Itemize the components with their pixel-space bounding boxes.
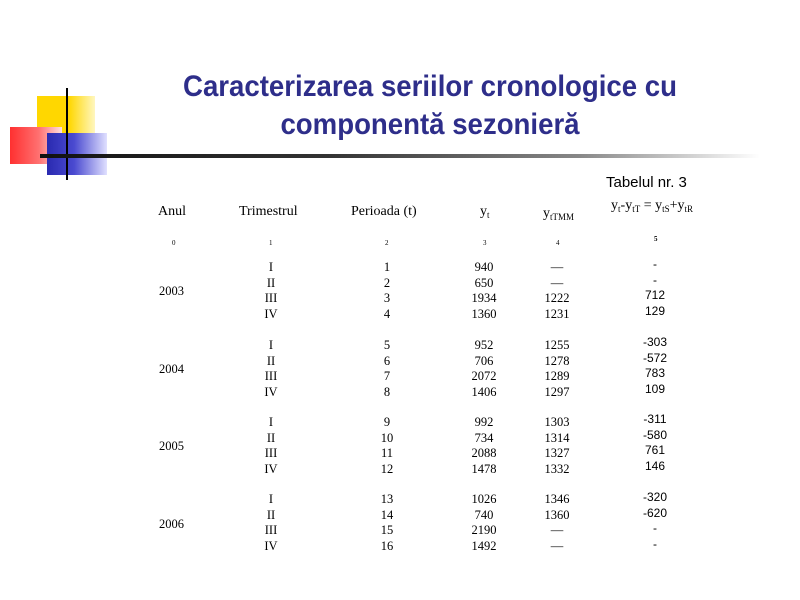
quarters-column	[251, 338, 291, 401]
quarter-cell: IV	[264, 462, 278, 477]
formula-s2: tT	[632, 204, 641, 214]
formula-s4: tR	[684, 204, 694, 214]
diff-cell: -311	[643, 412, 667, 426]
ytmm-cell: 1360	[544, 507, 570, 522]
page-title	[163, 68, 697, 144]
ytmm-column	[532, 260, 582, 323]
quarters-column	[251, 492, 291, 555]
period-cell: 11	[380, 446, 394, 461]
ytmm-column	[532, 492, 582, 555]
period-cell: 14	[380, 507, 394, 522]
period-cell: 12	[380, 462, 394, 477]
period-cell: 6	[383, 353, 391, 368]
year-label: 2006	[159, 517, 184, 531]
ytmm-cell: —	[550, 539, 564, 554]
ytmm-column	[532, 338, 582, 401]
ytmm-cell: 1289	[544, 369, 570, 384]
formula-y1: y	[611, 198, 618, 213]
yt-cell: 1026	[471, 492, 497, 506]
formula-dash: -	[620, 198, 626, 213]
diff-column	[630, 257, 680, 320]
ytmm-cell: 1297	[544, 385, 570, 400]
ytmm-cell: 1327	[544, 446, 570, 461]
table-label: Tabelul nr. 3	[606, 174, 687, 191]
yt-cell: 650	[474, 275, 494, 290]
diff-cell: 109	[644, 382, 666, 397]
period-cell: 7	[383, 369, 391, 384]
title-underline	[40, 154, 760, 158]
formula-y4: y	[677, 198, 685, 213]
formula-s1: t	[618, 204, 621, 214]
yt-cell: 1406	[471, 385, 497, 400]
ytmm-column	[532, 415, 582, 478]
diff-cell: -303	[642, 335, 668, 349]
period-cell: 1	[383, 260, 391, 274]
diff-column	[630, 490, 680, 553]
ytmm-cell: —	[550, 523, 564, 538]
header-trimestrul: Trimestrul	[239, 204, 298, 219]
diff-cell: -620	[642, 505, 668, 520]
period-cell: 4	[383, 307, 391, 322]
quarter-cell: I	[268, 260, 274, 274]
period-cell: 10	[380, 430, 394, 445]
periods-column	[367, 492, 407, 555]
quarter-cell: III	[264, 446, 278, 461]
diff-cell: -320	[642, 490, 668, 504]
col-number-1: 1	[269, 239, 273, 247]
yt-cell: 1934	[471, 291, 497, 306]
header-yt	[480, 204, 490, 220]
periods-column	[367, 260, 407, 323]
diff-column	[630, 335, 680, 398]
header-yt-main: y	[480, 204, 487, 219]
periods-column	[367, 338, 407, 401]
header-anul: Anul	[158, 204, 186, 219]
quarter-cell: II	[266, 353, 276, 368]
diff-cell: 129	[644, 304, 666, 319]
formula-y2: y	[625, 198, 633, 213]
ytmm-cell: 1255	[544, 338, 570, 352]
yt-column	[459, 260, 509, 323]
diff-cell: -	[653, 272, 657, 287]
decor-vertical-line	[66, 88, 68, 180]
yt-cell: 992	[474, 415, 494, 429]
period-cell: 3	[383, 291, 391, 306]
quarter-cell: IV	[264, 385, 278, 400]
ytmm-cell: 1278	[544, 353, 570, 368]
formula-plus: +	[669, 198, 678, 213]
col-number-2: 2	[385, 239, 389, 247]
quarter-cell: III	[264, 523, 278, 538]
title-line-1: Caracterizarea seriilor cronologice cu	[183, 70, 677, 103]
year-label: 2005	[159, 439, 184, 453]
quarters-column	[251, 415, 291, 478]
formula-y3: y	[655, 198, 663, 213]
period-cell: 2	[383, 275, 391, 290]
quarter-cell: II	[266, 430, 276, 445]
period-cell: 5	[383, 338, 391, 352]
quarter-cell: I	[268, 415, 274, 429]
col-number-4: 4	[556, 239, 560, 247]
yt-cell: 1492	[471, 539, 497, 554]
yt-cell: 734	[474, 430, 494, 445]
ytmm-cell: 1346	[544, 492, 570, 506]
header-formula	[611, 198, 693, 214]
diff-cell: -580	[642, 427, 668, 442]
periods-column	[367, 415, 407, 478]
year-label: 2003	[159, 284, 184, 298]
header-perioada: Perioada (t)	[351, 204, 417, 219]
yt-column	[459, 338, 509, 401]
diff-cell: 783	[644, 366, 666, 381]
title-line-2: componentă sezonieră	[280, 108, 580, 141]
diff-cell: 146	[644, 459, 666, 474]
formula-s3: tS	[662, 204, 670, 214]
yt-cell: 740	[474, 507, 494, 522]
header-yt-sub: t	[487, 210, 490, 220]
yt-cell: 2072	[471, 369, 497, 384]
yt-cell: 2190	[471, 523, 497, 538]
diff-cell: -	[653, 537, 657, 552]
yt-cell: 940	[474, 260, 494, 274]
diff-cell: 761	[644, 443, 666, 458]
yt-column	[459, 415, 509, 478]
quarter-cell: I	[268, 338, 274, 352]
quarter-cell: II	[266, 507, 276, 522]
quarter-cell: I	[268, 492, 274, 506]
year-label: 2004	[159, 362, 184, 376]
diff-cell: -	[653, 257, 657, 271]
period-cell: 9	[383, 415, 391, 429]
header-ytmm	[543, 206, 574, 222]
ytmm-cell: 1231	[544, 307, 570, 322]
period-cell: 15	[380, 523, 394, 538]
col-number-3: 3	[483, 239, 487, 247]
quarter-cell: II	[266, 275, 276, 290]
yt-cell: 952	[474, 338, 494, 352]
quarter-cell: IV	[264, 539, 278, 554]
yt-column	[459, 492, 509, 555]
diff-cell: -572	[642, 350, 668, 365]
ytmm-cell: —	[550, 275, 564, 290]
col-number-0: 0	[172, 239, 176, 247]
col-number-5: 5	[654, 235, 658, 243]
quarter-cell: IV	[264, 307, 278, 322]
yt-cell: 2088	[471, 446, 497, 461]
header-ytmm-sub: tTMM	[550, 212, 575, 222]
formula-eq: =	[640, 198, 656, 213]
ytmm-cell: 1222	[544, 291, 570, 306]
yt-cell: 1360	[471, 307, 497, 322]
yt-cell: 1478	[471, 462, 497, 477]
period-cell: 8	[383, 385, 391, 400]
ytmm-cell: 1314	[544, 430, 570, 445]
diff-cell: -	[653, 521, 657, 536]
period-cell: 16	[380, 539, 394, 554]
quarters-column	[251, 260, 291, 323]
ytmm-cell: —	[550, 260, 564, 274]
ytmm-cell: 1303	[544, 415, 570, 429]
yt-cell: 706	[474, 353, 494, 368]
header-ytmm-main: y	[543, 206, 550, 221]
diff-cell: 712	[644, 288, 666, 303]
period-cell: 13	[380, 492, 394, 506]
diff-column	[630, 412, 680, 475]
quarter-cell: III	[264, 291, 278, 306]
ytmm-cell: 1332	[544, 462, 570, 477]
quarter-cell: III	[264, 369, 278, 384]
